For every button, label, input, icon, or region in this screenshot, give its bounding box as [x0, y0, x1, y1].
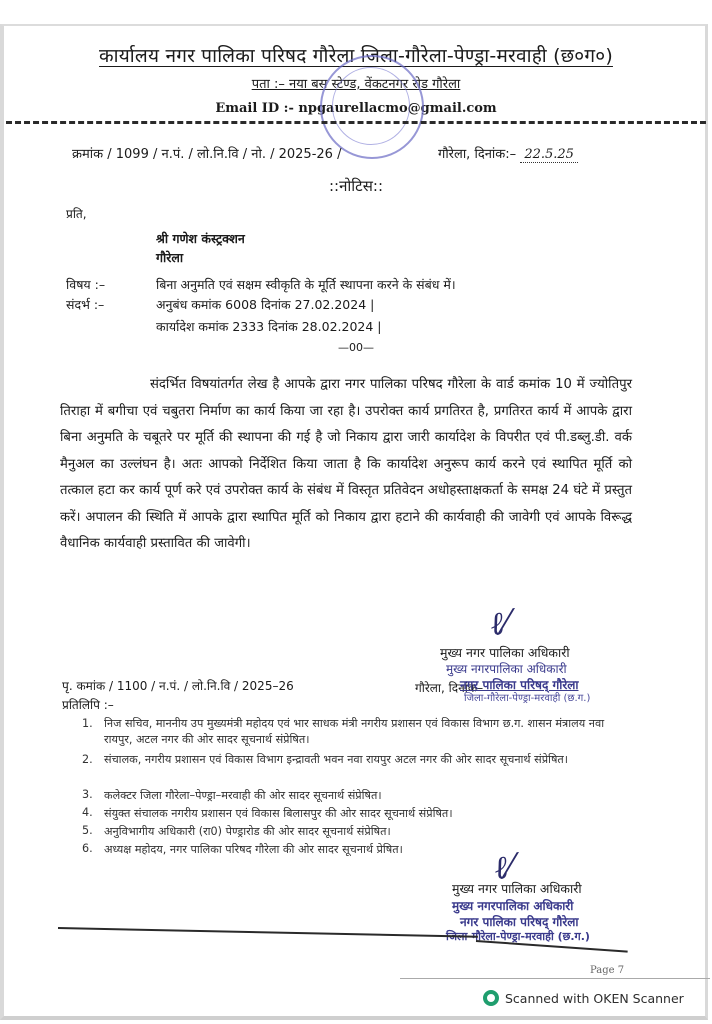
reference-number: क्रमांक / 1099 / न.पं. / लो.नि.वि / नो. / 2025-26 /	[72, 147, 342, 162]
seal-line: जिला-गौरेला-पेण्ड्रा-मरवाही (छ.ग.)	[446, 930, 590, 943]
seal-line: मुख्य नगरपालिका अधिकारी	[452, 899, 574, 913]
copy-list-item: 2. संचालक, नगरीय प्रशासन एवं विकास विभाग इन्द्रावती भवन नवा रायपुर अटल नगर की ओर सादर सूचनार्थ संप्रेषित।	[82, 753, 569, 766]
subject-label: विषय :–	[66, 277, 106, 292]
copy-list-item: 4. संयुक्त संचालक नगरीय प्रशासन एवं विकास बिलासपुर की ओर सादर सूचनार्थ संप्रेषित।	[82, 806, 453, 820]
office-email: Email ID :- npgaurellacmo@gmail.com	[215, 101, 497, 116]
place-date-small: गौरेला, दिनांक–	[415, 681, 484, 695]
reference-label: संदर्भ :–	[66, 297, 105, 312]
seal-line: जिला-गौरेला-पेण्ड्रा-मरवाही (छ.ग.)	[464, 693, 591, 704]
signatory-designation: मुख्य नगर पालिका अधिकारी	[440, 645, 570, 660]
seal-line: नगर पालिका परिषद् गौरेला	[460, 915, 579, 929]
date-value: 22.5.25	[520, 147, 578, 163]
reference-item: अनुबंध कमांक 6008 दिनांक 27.02.2024 |	[156, 297, 375, 312]
copy-list-item: 3. कलेक्टर जिला गौरेला–पेण्ड्रा–मरवाही की ओर सादर सूचनार्थ संप्रेषित।	[82, 788, 382, 802]
page-bottom-rule	[400, 978, 710, 979]
copy-list-item: 6. अध्यक्ष महोदय, नगर पालिका परिषद गौरेला की ओर सादर सूचनार्थ प्रेषित।	[82, 842, 403, 856]
header-divider	[6, 121, 706, 124]
scanner-watermark	[483, 990, 684, 1006]
scanner-text: Scanned with OKEN Scanner	[505, 990, 684, 1006]
copy-list-item: 5. अनुविभागीय अधिकारी (रा0) पेण्ड्रारोड की ओर सादर सूचनार्थ संप्रेषित।	[82, 824, 391, 838]
copy-reference-number: पृ. कमांक / 1100 / न.पं. / लो.नि.वि / 2025–26	[62, 679, 294, 693]
separator: —00—	[338, 341, 374, 354]
notice-title: ::नोटिस::	[328, 177, 383, 195]
signature-mark: ℓ⁄	[491, 846, 516, 888]
addressee-city: गौरेला	[156, 250, 184, 265]
signatory-designation: मुख्य नगर पालिका अधिकारी	[452, 881, 582, 896]
office-address: पता :– नया बस स्टेण्ड, वेंकटनगर रोड गौरेला	[251, 77, 461, 92]
signature-mark: ℓ⁄	[487, 602, 512, 644]
reference-item: कार्यादेश कमांक 2333 दिनांक 28.02.2024 |	[156, 319, 382, 334]
place-date-label: गौरेला, दिनांक:–	[438, 147, 517, 162]
office-seal-stamp-inner	[332, 67, 410, 145]
place-date	[438, 144, 578, 162]
office-title: कार्यालय नगर पालिका परिषद गौरेला जिला-गौरेला-पेण्ड्रा-मरवाही (छ०ग०)	[99, 45, 613, 67]
notice-body: संदर्भित विषयांतर्गत लेख है आपके द्वारा नगर पालिका परिषद गौरेला के वार्ड कमांक 10 में ज्योतिपुर तिराहा में बगीचा एवं चबुतरा निर्माण का कार्य किया जा रहा है। उपरोक्त कार्य प्रगतिरत है, प्रगतिरत कार्य में आपके द्वारा बिना अनुमति के चबूतरे पर मूर्ति की स्थापना की गई है जो निकाय द्वारा जारी कार्यादेश के विपरीत एवं पी.डब्लु.डी. वर्क मैनुअल का उल्लंघन है। अतः आपको निर्देशित किया जाता है कि कार्यादेश अनुरूप कार्य करने एवं स्थापित मूर्ति को तत्काल हटा कर कार्य पूर्ण करे एवं उपरोक्त कार्य के संबंध में विस्तृत प्रतिवेदन अधोहस्ताक्षकर्ता के समक्ष 24 घंटे में प्रस्तुत करें। अपालन की स्थिति में आपके द्वारा स्थापित मूर्ति को निकाय द्वारा हटाने की कार्यवाही की जावेगी एवं आपके विरूद्ध वैधानिक कार्यवाही प्रस्तावित की जावेगी।	[60, 377, 632, 551]
seal-line: नगर पालिका परिषद् गौरेला	[460, 678, 579, 692]
subject-text: बिना अनुमति एवं सक्षम स्वीकृति के मूर्ति स्थापना करने के संबंध में।	[156, 277, 456, 292]
page-number: Page 7	[590, 965, 625, 976]
addressee-prefix: प्रति,	[66, 207, 87, 221]
copy-label: प्रतिलिपि :–	[62, 698, 114, 712]
scanner-logo-icon	[483, 990, 499, 1006]
copy-list-item: 1. निज सचिव, माननीय उप मुख्यमंत्री महोदय एवं भार साधक मंत्री नगरीय प्रशासन एवं विकास विभाग छ.ग. शासन मंत्रालय नवा रायपुर, अटल नगर की ओर सादर सूचनार्थ संप्रेषित।	[82, 717, 605, 746]
addressee-name: श्री गणेश कंस्ट्रक्शन	[156, 231, 245, 246]
seal-line: मुख्य नगरपालिका अधिकारी	[446, 662, 567, 676]
